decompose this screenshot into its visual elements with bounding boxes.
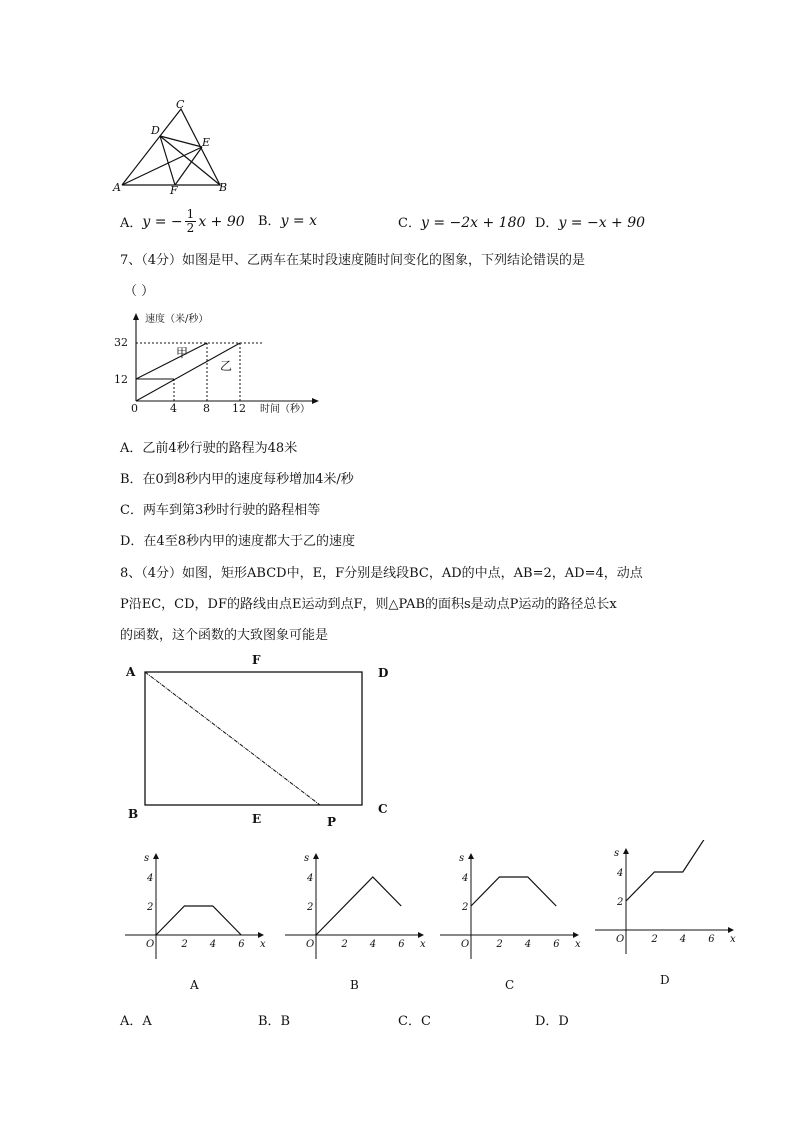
- tri-label-b: B: [219, 181, 228, 194]
- q8-stem-line1: 8、（4分）如图，矩形ABCD中，E，F分别是线段BC，AD的中点，AB=2，AD=4，动点: [120, 566, 643, 581]
- q7-y-axis-label: 速度（米/秒）: [145, 314, 209, 325]
- x-axis-arrow: [728, 927, 734, 933]
- graph-caption: A: [190, 978, 199, 992]
- y-tick-4: 4: [147, 873, 154, 884]
- q6-option-b: [258, 210, 317, 229]
- y-tick-2: 2: [617, 897, 624, 908]
- q7-series-yi: 乙: [220, 359, 233, 373]
- x-tick-2: 2: [341, 939, 348, 950]
- q8-graph-b: [280, 845, 430, 995]
- tri-label-d: D: [151, 124, 160, 137]
- rect-label-d: D: [378, 666, 389, 680]
- x-tick-2: 2: [181, 939, 188, 950]
- q7-series-jia: 甲: [176, 346, 189, 360]
- x-tick-4: 4: [524, 939, 532, 950]
- q7-x-axis-label: 时间（秒）: [260, 404, 310, 415]
- rect-label-f: F: [252, 653, 261, 667]
- x-tick-2: 2: [651, 934, 658, 945]
- tri-label-f: F: [170, 184, 178, 196]
- q7-option-a: A．乙前4秒行驶的路程为48米: [120, 441, 298, 456]
- q6-option-c-expr: y = −2x + 180: [420, 215, 526, 231]
- y-tick-4: 4: [307, 873, 314, 884]
- y-axis-label: s: [614, 848, 620, 859]
- graph-caption: B: [350, 978, 359, 992]
- function-curve: [156, 906, 241, 935]
- q7-x-tick-4: 4: [170, 402, 177, 415]
- rect-label-p: P: [327, 815, 337, 829]
- q6-option-a: [120, 208, 245, 235]
- q6-option-d-label: D．: [535, 216, 559, 231]
- rect-abcd: [145, 672, 362, 805]
- origin-label: O: [461, 939, 470, 950]
- x-axis-label: x: [730, 934, 736, 945]
- origin-label: O: [616, 934, 625, 945]
- origin-label: O: [306, 939, 315, 950]
- x-tick-2: 2: [496, 939, 503, 950]
- graph-caption: C: [505, 978, 515, 992]
- x-axis-arrow: [573, 932, 579, 938]
- graph-caption: D: [660, 973, 670, 987]
- q8-stem-line3: 的函数，这个函数的大致图象可能是: [120, 628, 329, 643]
- q8-option-d: D．D: [535, 1014, 569, 1029]
- x-axis-arrow: [418, 932, 424, 938]
- q8-graph-a: [120, 845, 270, 995]
- function-curve: [316, 877, 401, 935]
- q6-option-b-expr: y = x: [280, 213, 317, 229]
- segment-ap: [145, 672, 320, 805]
- q8-stem-line2: P沿EC，CD，DF的路线由点E运动到点F，则△PAB的面积s是动点P运动的路径总长x: [120, 597, 617, 612]
- x-tick-4: 4: [209, 939, 217, 950]
- rect-label-a: A: [126, 665, 136, 679]
- x-tick-6: 6: [708, 934, 715, 945]
- q7-stem: 7、（4分）如图是甲、乙两车在某时段速度随时间变化的图象，下列结论错误的是: [120, 253, 586, 268]
- q7-y-tick-12: 12: [114, 373, 128, 386]
- q8-option-a: A．A: [120, 1014, 152, 1029]
- rect-label-c: C: [378, 802, 388, 816]
- y-axis-label: s: [144, 853, 150, 864]
- y-axis-label: s: [459, 853, 465, 864]
- y-axis-arrow: [153, 853, 159, 859]
- x-axis-label: x: [575, 939, 581, 950]
- x-axis-label: x: [260, 939, 266, 950]
- q6-option-a-post: x + 90: [198, 213, 245, 230]
- q7-answer-paren: （ ）: [124, 284, 155, 299]
- x-tick-4: 4: [679, 934, 687, 945]
- q6-option-c-label: C．: [398, 216, 421, 231]
- fraction-denominator: 2: [186, 221, 195, 235]
- q6-option-a-pre: y = −: [142, 213, 183, 230]
- function-curve: [626, 840, 711, 901]
- tri-label-e: E: [202, 136, 211, 149]
- q6-option-c: [398, 212, 525, 231]
- rect-label-b: B: [128, 807, 139, 821]
- x-axis-arrow: [258, 932, 264, 938]
- q7-speed-time-graph: [112, 308, 322, 420]
- y-tick-2: 2: [147, 902, 154, 913]
- rect-label-e: E: [252, 812, 262, 826]
- q7-option-d: D．在4至8秒内甲的速度都大于乙的速度: [120, 534, 355, 549]
- q6-option-d-expr: y = −x + 90: [558, 215, 646, 231]
- q7-x-tick-8: 8: [203, 402, 210, 415]
- y-tick-4: 4: [617, 868, 624, 879]
- y-axis-arrow: [623, 848, 629, 854]
- y-axis-arrow: [313, 853, 319, 859]
- q7-x-tick-0: 0: [131, 402, 138, 415]
- x-tick-6: 6: [398, 939, 405, 950]
- x-tick-6: 6: [238, 939, 245, 950]
- q8-rectangle-figure: [120, 648, 400, 833]
- x-axis-label: x: [420, 939, 426, 950]
- q6-option-b-label: B．: [258, 214, 281, 229]
- x-tick-6: 6: [553, 939, 560, 950]
- q7-option-c: C．两车到第3秒时行驶的路程相等: [120, 503, 321, 518]
- q8-option-c: C．C: [398, 1014, 431, 1029]
- q7-y-tick-32: 32: [114, 336, 128, 349]
- y-axis-arrow: [468, 853, 474, 859]
- q7-line-jia: [136, 343, 207, 379]
- tri-label-c: C: [176, 98, 185, 111]
- q6-option-d: [535, 212, 645, 231]
- triangle-figure: [112, 96, 237, 196]
- function-curve: [471, 877, 556, 906]
- q8-option-b: B．B: [258, 1014, 291, 1029]
- y-tick-4: 4: [462, 873, 469, 884]
- x-tick-4: 4: [369, 939, 377, 950]
- y-tick-2: 2: [307, 902, 314, 913]
- q6-option-a-fraction: [185, 208, 197, 235]
- origin-label: O: [146, 939, 155, 950]
- y-tick-2: 2: [462, 902, 469, 913]
- q6-option-a-label: A．: [120, 216, 143, 231]
- q7-x-tick-12: 12: [232, 402, 246, 415]
- y-axis-label: s: [304, 853, 310, 864]
- fraction-numerator: 1: [186, 207, 195, 221]
- q8-graph-d: [590, 840, 740, 990]
- q7-option-b: B．在0到8秒内甲的速度每秒增加4米/秒: [120, 472, 354, 487]
- tri-label-a: A: [113, 181, 121, 194]
- q8-graph-c: [435, 845, 585, 995]
